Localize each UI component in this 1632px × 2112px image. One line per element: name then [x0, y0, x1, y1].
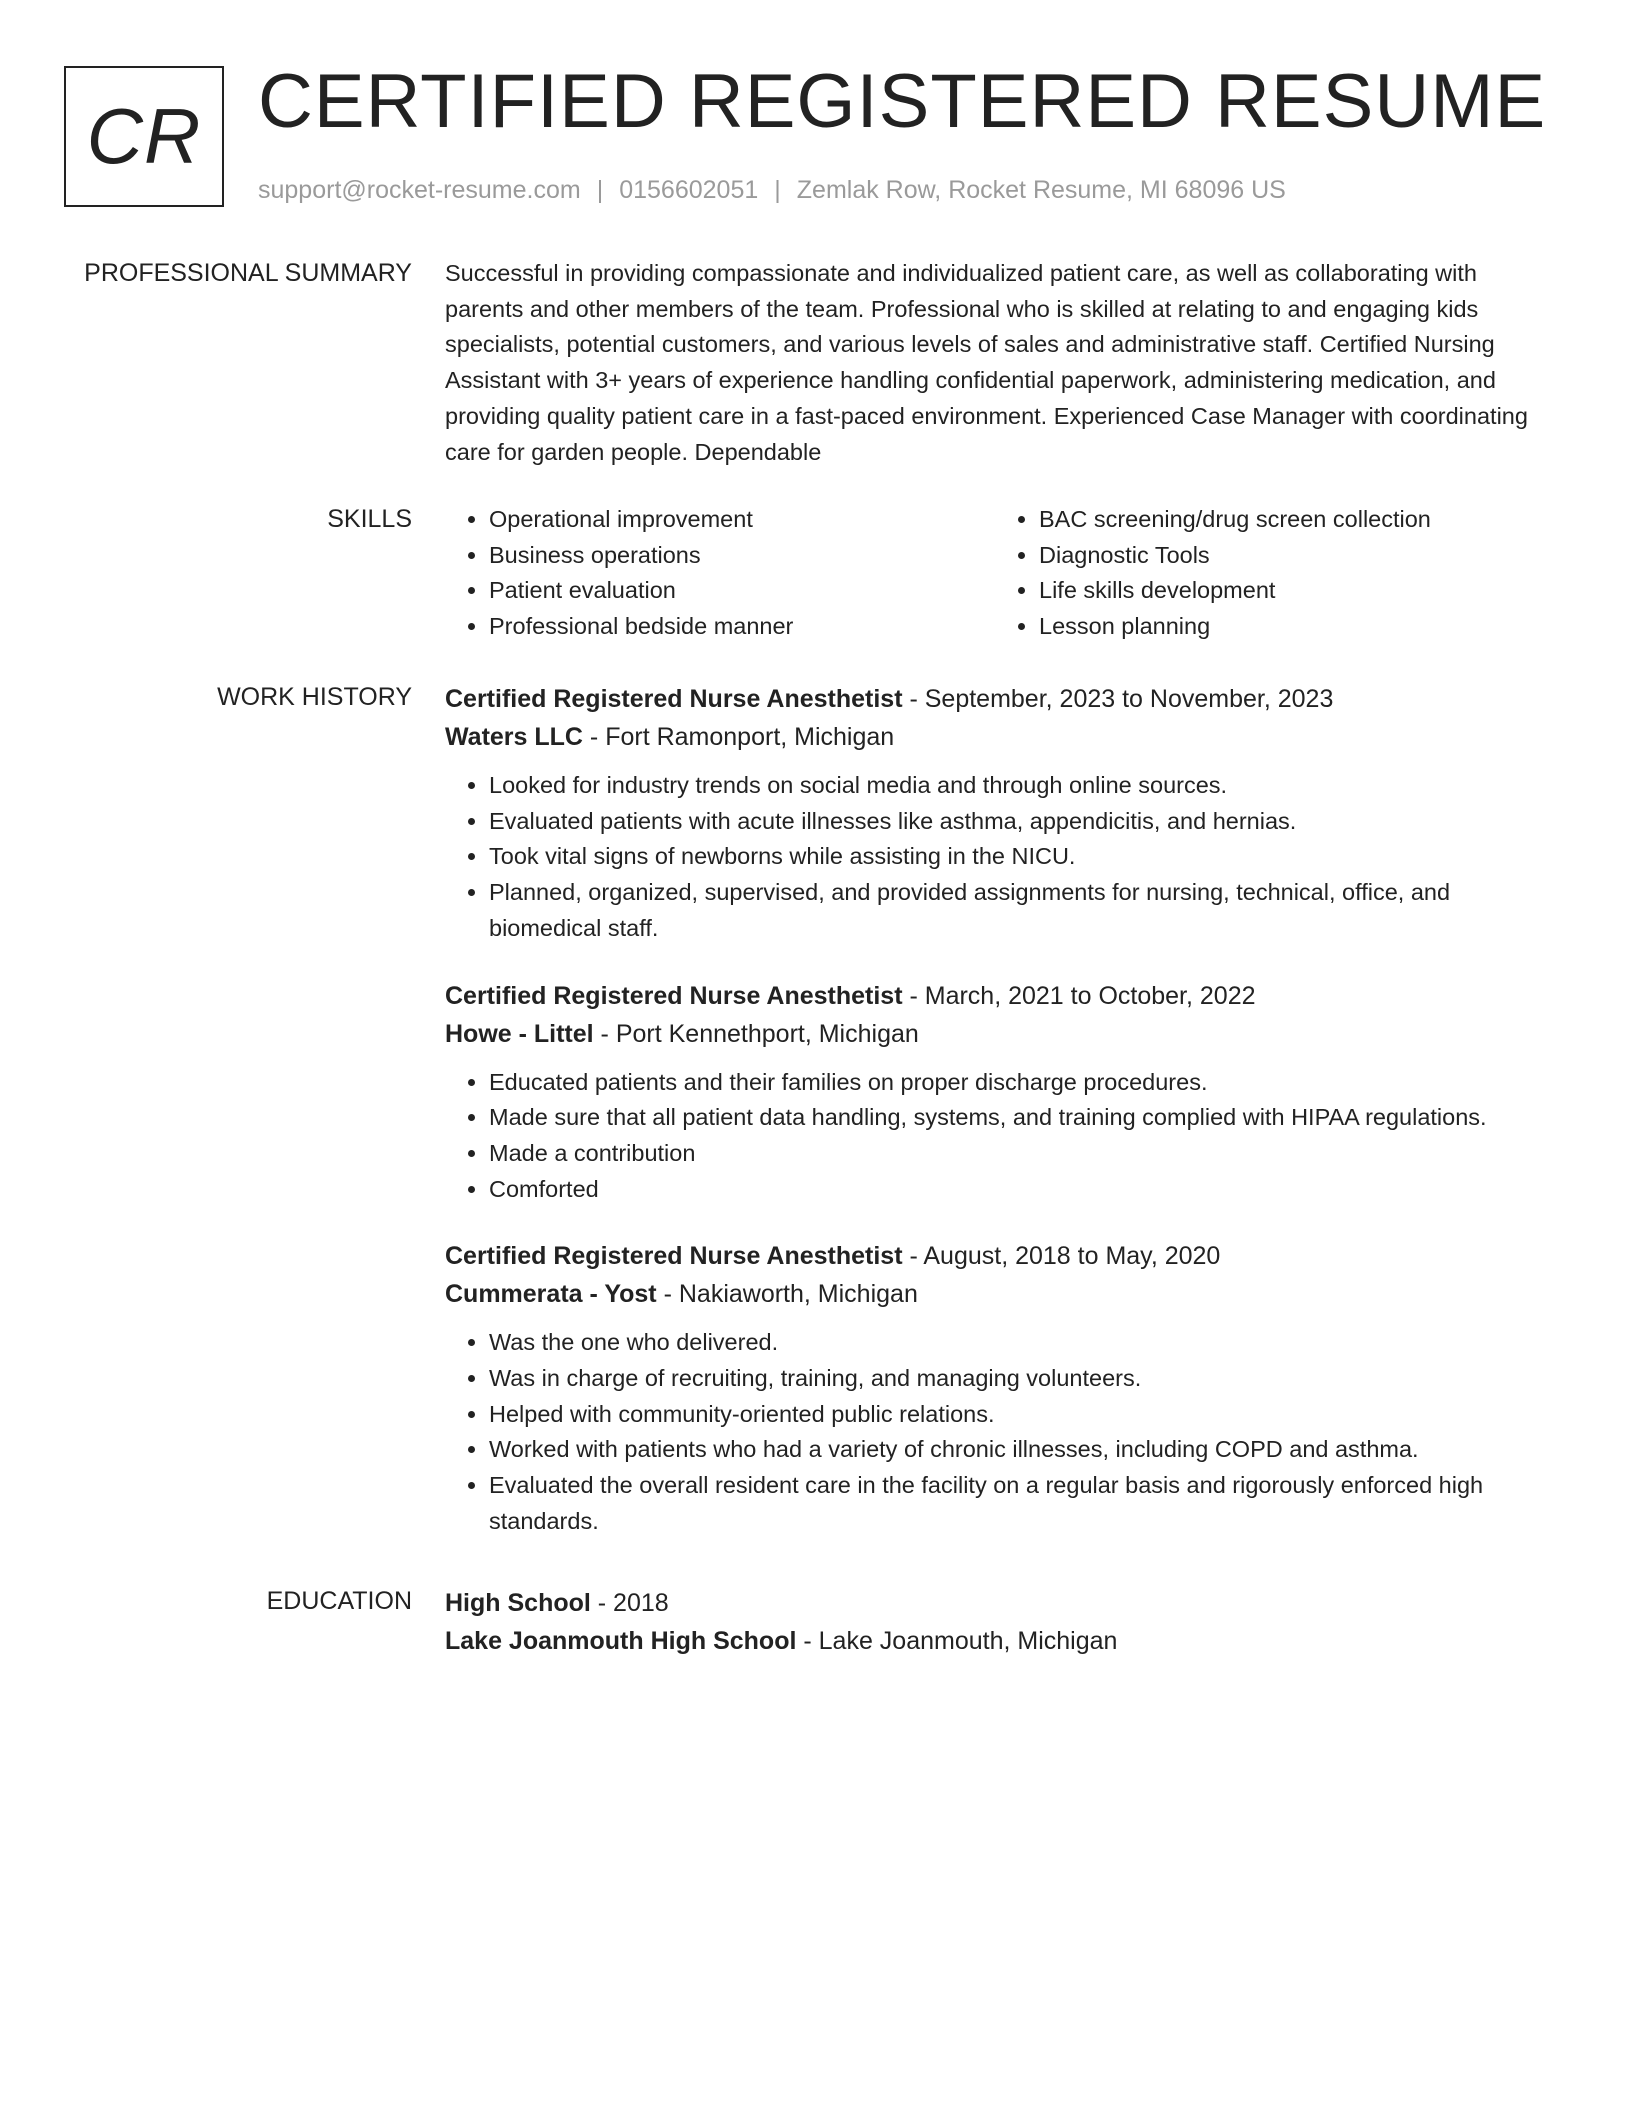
monogram-initials: CR	[86, 92, 202, 180]
job-dates: - September, 2023 to November, 2023	[902, 685, 1334, 713]
skill-item: • Professional bedside manner	[489, 609, 995, 645]
job-bullet: • Made a contribution	[489, 1136, 1545, 1172]
job-location: - Nakiaworth, Michigan	[656, 1280, 918, 1309]
job-bullet: • Was the one who delivered.	[489, 1325, 1545, 1361]
job-bullet: • Helped with community-oriented public relations.	[489, 1397, 1545, 1433]
skill-item: • Patient evaluation	[489, 573, 995, 609]
job-bullet: • Educated patients and their families on proper discharge procedures.	[489, 1065, 1545, 1101]
skill-item: • Diagnostic Tools	[1039, 538, 1545, 574]
job-heading	[445, 1237, 1545, 1275]
job-bullet: • Worked with patients who had a variety of chronic illnesses, including COPD and asthma.	[489, 1432, 1545, 1468]
job-dates: - March, 2021 to October, 2022	[902, 981, 1256, 1010]
contact-separator: |	[774, 176, 781, 204]
job-bullet: • Made sure that all patient data handling, systems, and training complied with HIPAA regulations.	[489, 1100, 1545, 1136]
job-role: Certified Registered Nurse Anesthetist	[445, 981, 903, 1010]
contact-phone: 0156602051	[619, 176, 759, 204]
education-title: EDUCATION	[266, 1587, 412, 1615]
job-bullets	[445, 768, 1545, 947]
job-bullets	[445, 1325, 1545, 1539]
contact-email: support@rocket-resume.com	[258, 176, 581, 204]
resume-name: CERTIFIED REGISTERED RESUME	[258, 59, 1547, 144]
job-dates: - August, 2018 to May, 2020	[902, 1242, 1221, 1271]
job-bullet: • Took vital signs of newborns while assisting in the NICU.	[489, 839, 1545, 875]
job-company: Howe - Littel	[445, 1019, 594, 1048]
summary-text: Successful in providing compassionate and individualized patient care, as well as collaborating with parents and other members of the team. Professional who is skilled at relating to and engaging kids specialists, potential customers, and various levels of sales and administrative staff. Certified Nursing Assistant with 3+ years of experience handling confidential paperwork, administering medication, and providing quality patient care in a fast-paced environment. Experienced Case Manager with coordinating care for garden people. Dependable	[445, 260, 1528, 465]
job-bullet: • Evaluated the overall resident care in the facility on a regular basis and rigorously enforced high standards.	[489, 1468, 1545, 1539]
work-history-body	[445, 680, 1545, 1570]
contact-line	[258, 174, 1286, 206]
job-entry	[445, 1237, 1545, 1539]
job-employer	[445, 1015, 1545, 1053]
summary-body	[445, 256, 1545, 470]
skill-item: • Operational improvement	[489, 502, 995, 538]
job-bullet: • Looked for industry trends on social media and through online sources.	[489, 768, 1545, 804]
job-entry	[445, 977, 1545, 1208]
contact-address: Zemlak Row, Rocket Resume, MI 68096 US	[796, 176, 1286, 204]
job-role: Certified Registered Nurse Anesthetist	[445, 685, 903, 713]
skill-item: • Life skills development	[1039, 573, 1545, 609]
job-company: Waters LLC	[445, 723, 583, 751]
job-heading	[445, 977, 1545, 1015]
summary-title: PROFESSIONAL SUMMARY	[84, 259, 412, 287]
job-heading	[445, 680, 1545, 718]
job-employer	[445, 718, 1545, 756]
job-bullet: • Evaluated patients with acute illnesses like asthma, appendicitis, and hernias.	[489, 804, 1545, 840]
skills-title: SKILLS	[327, 505, 412, 533]
job-employer	[445, 1275, 1545, 1313]
job-company: Cummerata - Yost	[445, 1280, 657, 1309]
job-bullet: • Comforted	[489, 1172, 1545, 1208]
job-bullets	[445, 1065, 1545, 1208]
education-school-line	[445, 1622, 1545, 1660]
job-location: - Fort Ramonport, Michigan	[582, 723, 895, 751]
contact-separator: |	[596, 176, 604, 204]
education-body	[445, 1584, 1545, 1660]
skill-item: • BAC screening/drug screen collection	[1039, 502, 1545, 538]
education-year: - 2018	[590, 1589, 669, 1617]
job-location: - Port Kennethport, Michigan	[593, 1019, 919, 1048]
job-entry	[445, 680, 1545, 947]
job-role: Certified Registered Nurse Anesthetist	[445, 1242, 903, 1271]
job-bullet: • Planned, organized, supervised, and provided assignments for nursing, technical, office, and biomedical staff.	[489, 875, 1545, 946]
job-bullet: • Was in charge of recruiting, training, and managing volunteers.	[489, 1361, 1545, 1397]
education-location: - Lake Joanmouth, Michigan	[796, 1627, 1118, 1655]
skill-item: • Lesson planning	[1039, 609, 1545, 645]
skills-right-list	[995, 502, 1545, 645]
skill-item: • Business operations	[489, 538, 995, 574]
education-school: Lake Joanmouth High School	[445, 1627, 797, 1655]
education-degree-line	[445, 1584, 1545, 1622]
skills-left-list	[445, 502, 995, 645]
education-degree: High School	[445, 1589, 591, 1617]
work-history-title: WORK HISTORY	[217, 683, 412, 711]
skills-lists	[445, 502, 1545, 645]
monogram-box	[64, 66, 224, 207]
